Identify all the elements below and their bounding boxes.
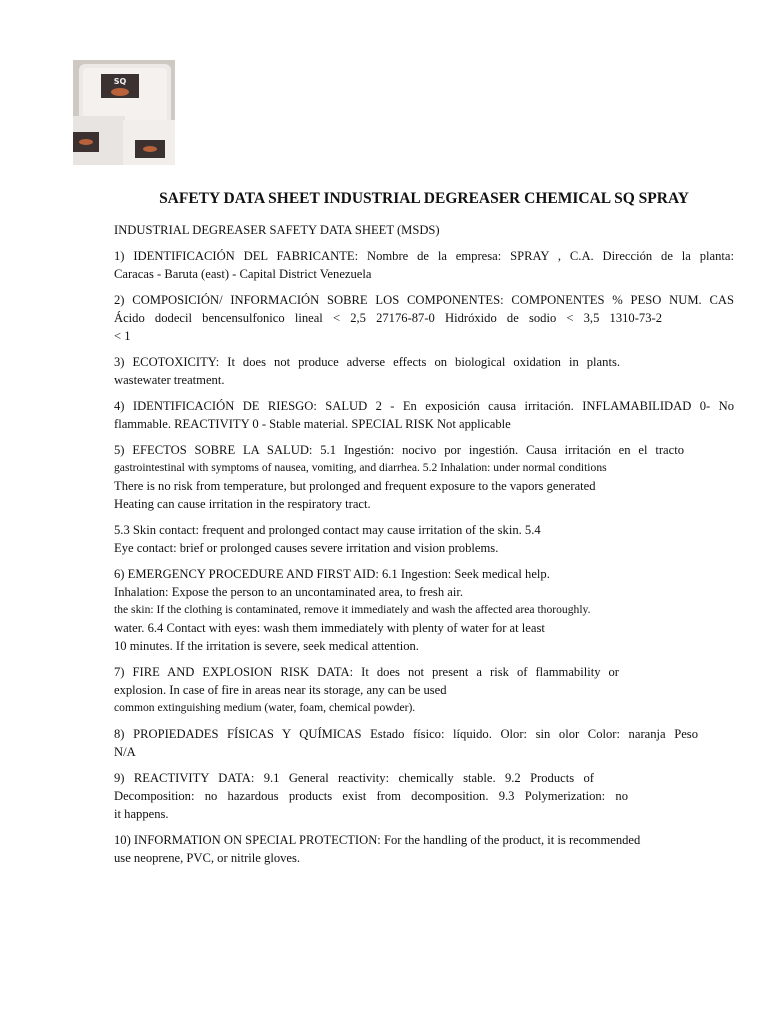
- section-9-reactivity: [114, 769, 734, 823]
- section-line: 3) ECOTOXICITY: It does not produce adverse effects on biological oxidation in plants.: [114, 355, 620, 369]
- section-4-risk-identification: [114, 397, 734, 433]
- section-line: explosion. In case of fire in areas near its storage, any can be used: [114, 683, 447, 697]
- section-line: < 1: [114, 329, 131, 343]
- document-subtitle: [114, 221, 734, 239]
- document-title: SAFETY DATA SHEET INDUSTRIAL DEGREASER CHEMICAL SQ SPRAY: [159, 190, 689, 207]
- section-8-physical-properties: [114, 725, 734, 761]
- section-2-composition: [114, 291, 734, 345]
- section-line: 5.3 Skin contact: frequent and prolonged contact may cause irritation of the skin. 5.4: [114, 523, 541, 537]
- section-line: 1) IDENTIFICACIÓN DEL FABRICANTE: Nombre de la empresa: SPRAY , C.A. Dirección de la planta:: [114, 249, 734, 263]
- section-line: 5) EFECTOS SOBRE LA SALUD: 5.1 Ingestión: nocivo por ingestión. Causa irritación en el tracto: [114, 443, 684, 457]
- document-body: [114, 221, 734, 875]
- section-6-first-aid: [114, 565, 734, 655]
- section-line: water. 6.4 Contact with eyes: wash them immediately with plenty of water for at least: [114, 621, 545, 635]
- photo-label: SQ: [113, 77, 127, 86]
- section-line: 8) PROPIEDADES FÍSICAS Y QUÍMICAS Estado físico: líquido. Olor: sin olor Color: naranja Peso: [114, 727, 698, 741]
- subtitle-line: INDUSTRIAL DEGREASER SAFETY DATA SHEET (MSDS): [114, 223, 440, 237]
- section-line: 2) COMPOSICIÓN/ INFORMACIÓN SOBRE LOS COMPONENTES: COMPONENTES % PESO NUM. CAS: [114, 293, 734, 307]
- section-line: Decomposition: no hazardous products exist from decomposition. 9.3 Polymerization: no: [114, 789, 628, 803]
- section-3-ecotoxicity: [114, 353, 734, 389]
- section-5-health-effects: [114, 441, 734, 513]
- section-line: it happens.: [114, 807, 169, 821]
- degreaser-container-image: [73, 60, 175, 165]
- section-line: use neoprene, PVC, or nitrile gloves.: [114, 851, 301, 865]
- section-line: the skin: If the clothing is contaminated, remove it immediately and wash the affected area thoroughly.: [114, 603, 591, 616]
- section-line: Ácido dodecil bencensulfonico lineal < 2,5 27176-87-0 Hidróxido de sodio < 3,5 1310-73-2: [114, 311, 662, 325]
- section-line: N/A: [114, 745, 136, 759]
- section-line: 9) REACTIVITY DATA: 9.1 General reactivity: chemically stable. 9.2 Products of: [114, 771, 594, 785]
- section-10-special-protection: [114, 831, 734, 867]
- section-7-fire-explosion: [114, 663, 734, 717]
- section-line: Inhalation: Expose the person to an uncontaminated area, to fresh air.: [114, 585, 464, 599]
- section-line: 7) FIRE AND EXPLOSION RISK DATA: It does not present a risk of flammability or: [114, 665, 619, 679]
- section-line: Caracas - Baruta (east) - Capital District Venezuela: [114, 267, 372, 281]
- section-line: 10) INFORMATION ON SPECIAL PROTECTION: For the handling of the product, it is recommended: [114, 833, 641, 847]
- section-line: gastrointestinal with symptoms of nausea, vomiting, and diarrhea. 5.2 Inhalation: under normal conditions: [114, 461, 607, 474]
- section-line: Eye contact: brief or prolonged causes severe irritation and vision problems.: [114, 541, 499, 555]
- section-line: There is no risk from temperature, but prolonged and frequent exposure to the vapors generated: [114, 479, 596, 493]
- section-5-3-contact: [114, 521, 734, 557]
- section-line: Heating can cause irritation in the respiratory tract.: [114, 497, 371, 511]
- section-line: 10 minutes. If the irritation is severe, seek medical attention.: [114, 639, 419, 653]
- section-1-manufacturer: [114, 247, 734, 283]
- section-line: common extinguishing medium (water, foam, chemical powder).: [114, 701, 416, 714]
- section-line: flammable. REACTIVITY 0 - Stable material. SPECIAL RISK Not applicable: [114, 417, 511, 431]
- product-photo: [73, 60, 175, 165]
- section-line: wastewater treatment.: [114, 373, 225, 387]
- section-line: 6) EMERGENCY PROCEDURE AND FIRST AID: 6.1 Ingestion: Seek medical help.: [114, 567, 550, 581]
- section-line: 4) IDENTIFICACIÓN DE RIESGO: SALUD 2 - En exposición causa irritación. INFLAMABILIDAD 0- No: [114, 399, 734, 413]
